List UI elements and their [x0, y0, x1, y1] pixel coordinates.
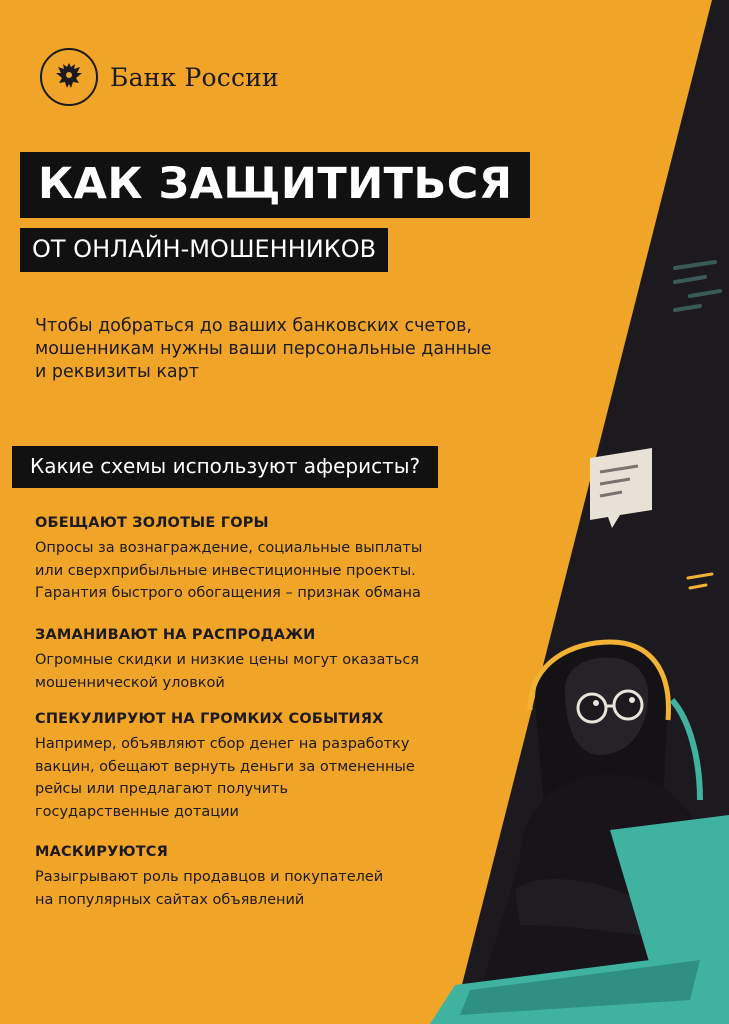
scheme-text: Например, объявляют сбор денег на разработку вакцин, обещают вернуть деньги за отмененные рейсы или предлагают получить государственные дотации — [35, 736, 415, 820]
scheme-title: ОБЕЩАЮТ ЗОЛОТЫЕ ГОРЫ — [35, 515, 269, 531]
subtitle: ОТ ОНЛАЙН-МОШЕННИКОВ — [20, 228, 388, 272]
scheme-title: ЗАМАНИВАЮТ НА РАСПРОДАЖИ — [35, 627, 316, 643]
intro-text — [35, 315, 545, 384]
scheme-title: СПЕКУЛИРУЮТ НА ГРОМКИХ СОБЫТИЯХ — [35, 711, 384, 727]
bank-logo — [40, 48, 279, 106]
scheme-text: Разыгрывают роль продавцов и покупателей на популярных сайтах объявлений — [35, 869, 384, 908]
scheme-block-events — [35, 709, 505, 823]
scheme-text: Огромные скидки и низкие цены могут оказаться мошеннической уловкой — [35, 652, 420, 691]
double-headed-eagle-icon — [40, 48, 98, 106]
schemes-question: Какие схемы используют аферисты? — [12, 446, 438, 488]
intro-paragraph: Чтобы добраться до ваших банковских счетов, мошенникам нужны ваши персональные данные и реквизиты карт — [35, 316, 492, 382]
scheme-block-sales — [35, 625, 505, 694]
scheme-title: МАСКИРУЮТСЯ — [35, 844, 169, 860]
scheme-text: Опросы за вознаграждение, социальные выплаты или сверхприбыльные инвестиционные проекты. Гарантия быстрого обогащения – признак обмана — [35, 540, 423, 601]
scheme-block-disguise — [35, 842, 505, 911]
main-title: КАК ЗАЩИТИТЬСЯ — [20, 152, 530, 218]
scheme-block-golden-mountains — [35, 513, 505, 605]
bank-name: Банк России — [110, 62, 279, 92]
